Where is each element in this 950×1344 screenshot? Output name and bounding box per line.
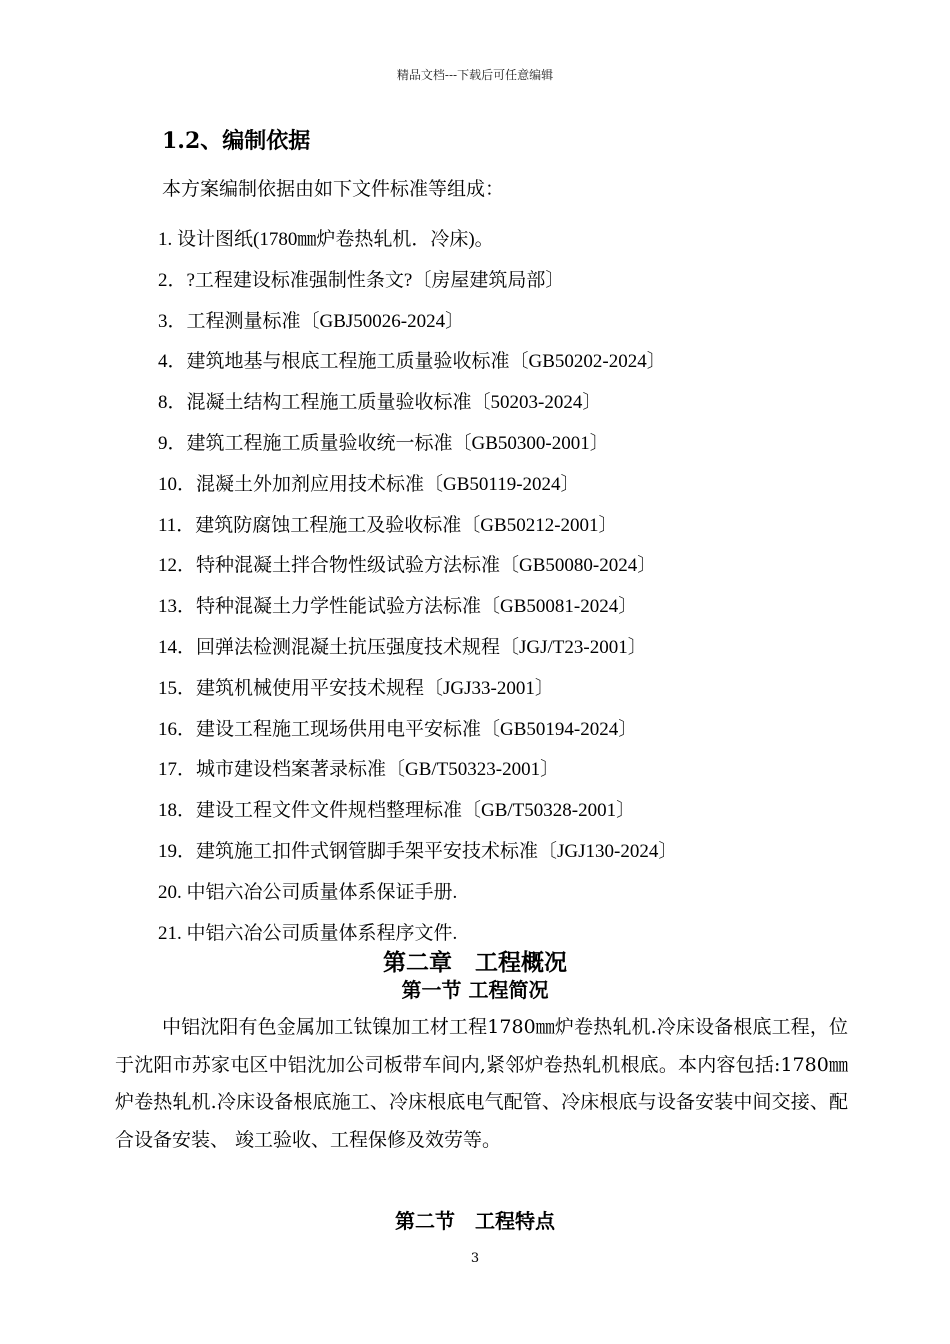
section-title: 1.2、编制依据 <box>162 128 311 154</box>
list-item: 21. 中铝六冶公司质量体系程序文件. <box>158 922 458 944</box>
list-item: 9．建筑工程施工质量验收统一标准〔GB50300-2001〕 <box>158 432 609 454</box>
list-item: 4．建筑地基与根底工程施工质量验收标准〔GB50202-2024〕 <box>158 351 666 373</box>
list-item: 16．建设工程施工现场供用电平安标准〔GB50194-2024〕 <box>158 718 638 740</box>
section2-title: 第二节 工程特点 <box>395 1209 555 1233</box>
intro-text: 本方案编制依据由如下文件标准等组成： <box>162 178 505 200</box>
list-item: 15．建筑机械使用平安技术规程〔JGJ33-2001〕 <box>158 677 554 699</box>
list-item: 2．?工程建设标准强制性条文?〔房屋建筑局部〕 <box>158 269 565 291</box>
list-item: 8．混凝土结构工程施工质量验收标准〔50203-2024〕 <box>158 392 602 414</box>
list-item: 18．建设工程文件文件规档整理标准〔GB/T50328-2001〕 <box>158 800 636 822</box>
list-item: 17．城市建设档案著录标准〔GB/T50323-2001〕 <box>158 759 560 781</box>
list-item: 14．回弹法检测混凝土抗压强度技术规程〔JGJ/T23-2001〕 <box>158 636 647 658</box>
list-item: 10．混凝土外加剂应用技术标准〔GB50119-2024〕 <box>158 473 580 495</box>
section1-title: 第一节 工程简况 <box>401 978 549 1002</box>
list-item: 1. 设计图纸(1780㎜炉卷热轧机．冷床)。 <box>158 229 494 250</box>
chapter-title: 第二章 工程概况 <box>383 949 567 976</box>
list-item: 19．建筑施工扣件式钢管脚手架平安技术标准〔JGJ130-2024〕 <box>158 840 678 862</box>
list-item: 12．特种混凝土拌合物性级试验方法标准〔GB50080-2024〕 <box>158 555 657 577</box>
list-item: 11．建筑防腐蚀工程施工及验收标准〔GB50212-2001〕 <box>158 514 618 536</box>
list-item: 3．工程测量标准〔GBJ50026-2024〕 <box>158 310 465 332</box>
list-item: 13．特种混凝土力学性能试验方法标准〔GB50081-2024〕 <box>158 596 638 618</box>
section1-paragraph: 中铝沈阳有色金属加工钛镍加工材工程1780㎜炉卷热轧机.冷床设备根底工程，位于沈阳市苏家屯区中铝沈加公司板带车间内,紧邻炉卷热轧机根底。本内容包括:1780㎜炉卷热轧机.冷床设备根底施工、冷床根底电气配管、冷床根底与设备安装中间交接、配合设备安装、 竣工验收、工程保修及效劳等。 <box>115 1016 848 1151</box>
basis-list <box>158 220 677 954</box>
page-number: 3 <box>470 1251 480 1266</box>
page-header-note: 精品文档---下载后可任意编辑 <box>396 68 554 82</box>
list-item: 20. 中铝六冶公司质量体系保证手册. <box>158 881 458 903</box>
